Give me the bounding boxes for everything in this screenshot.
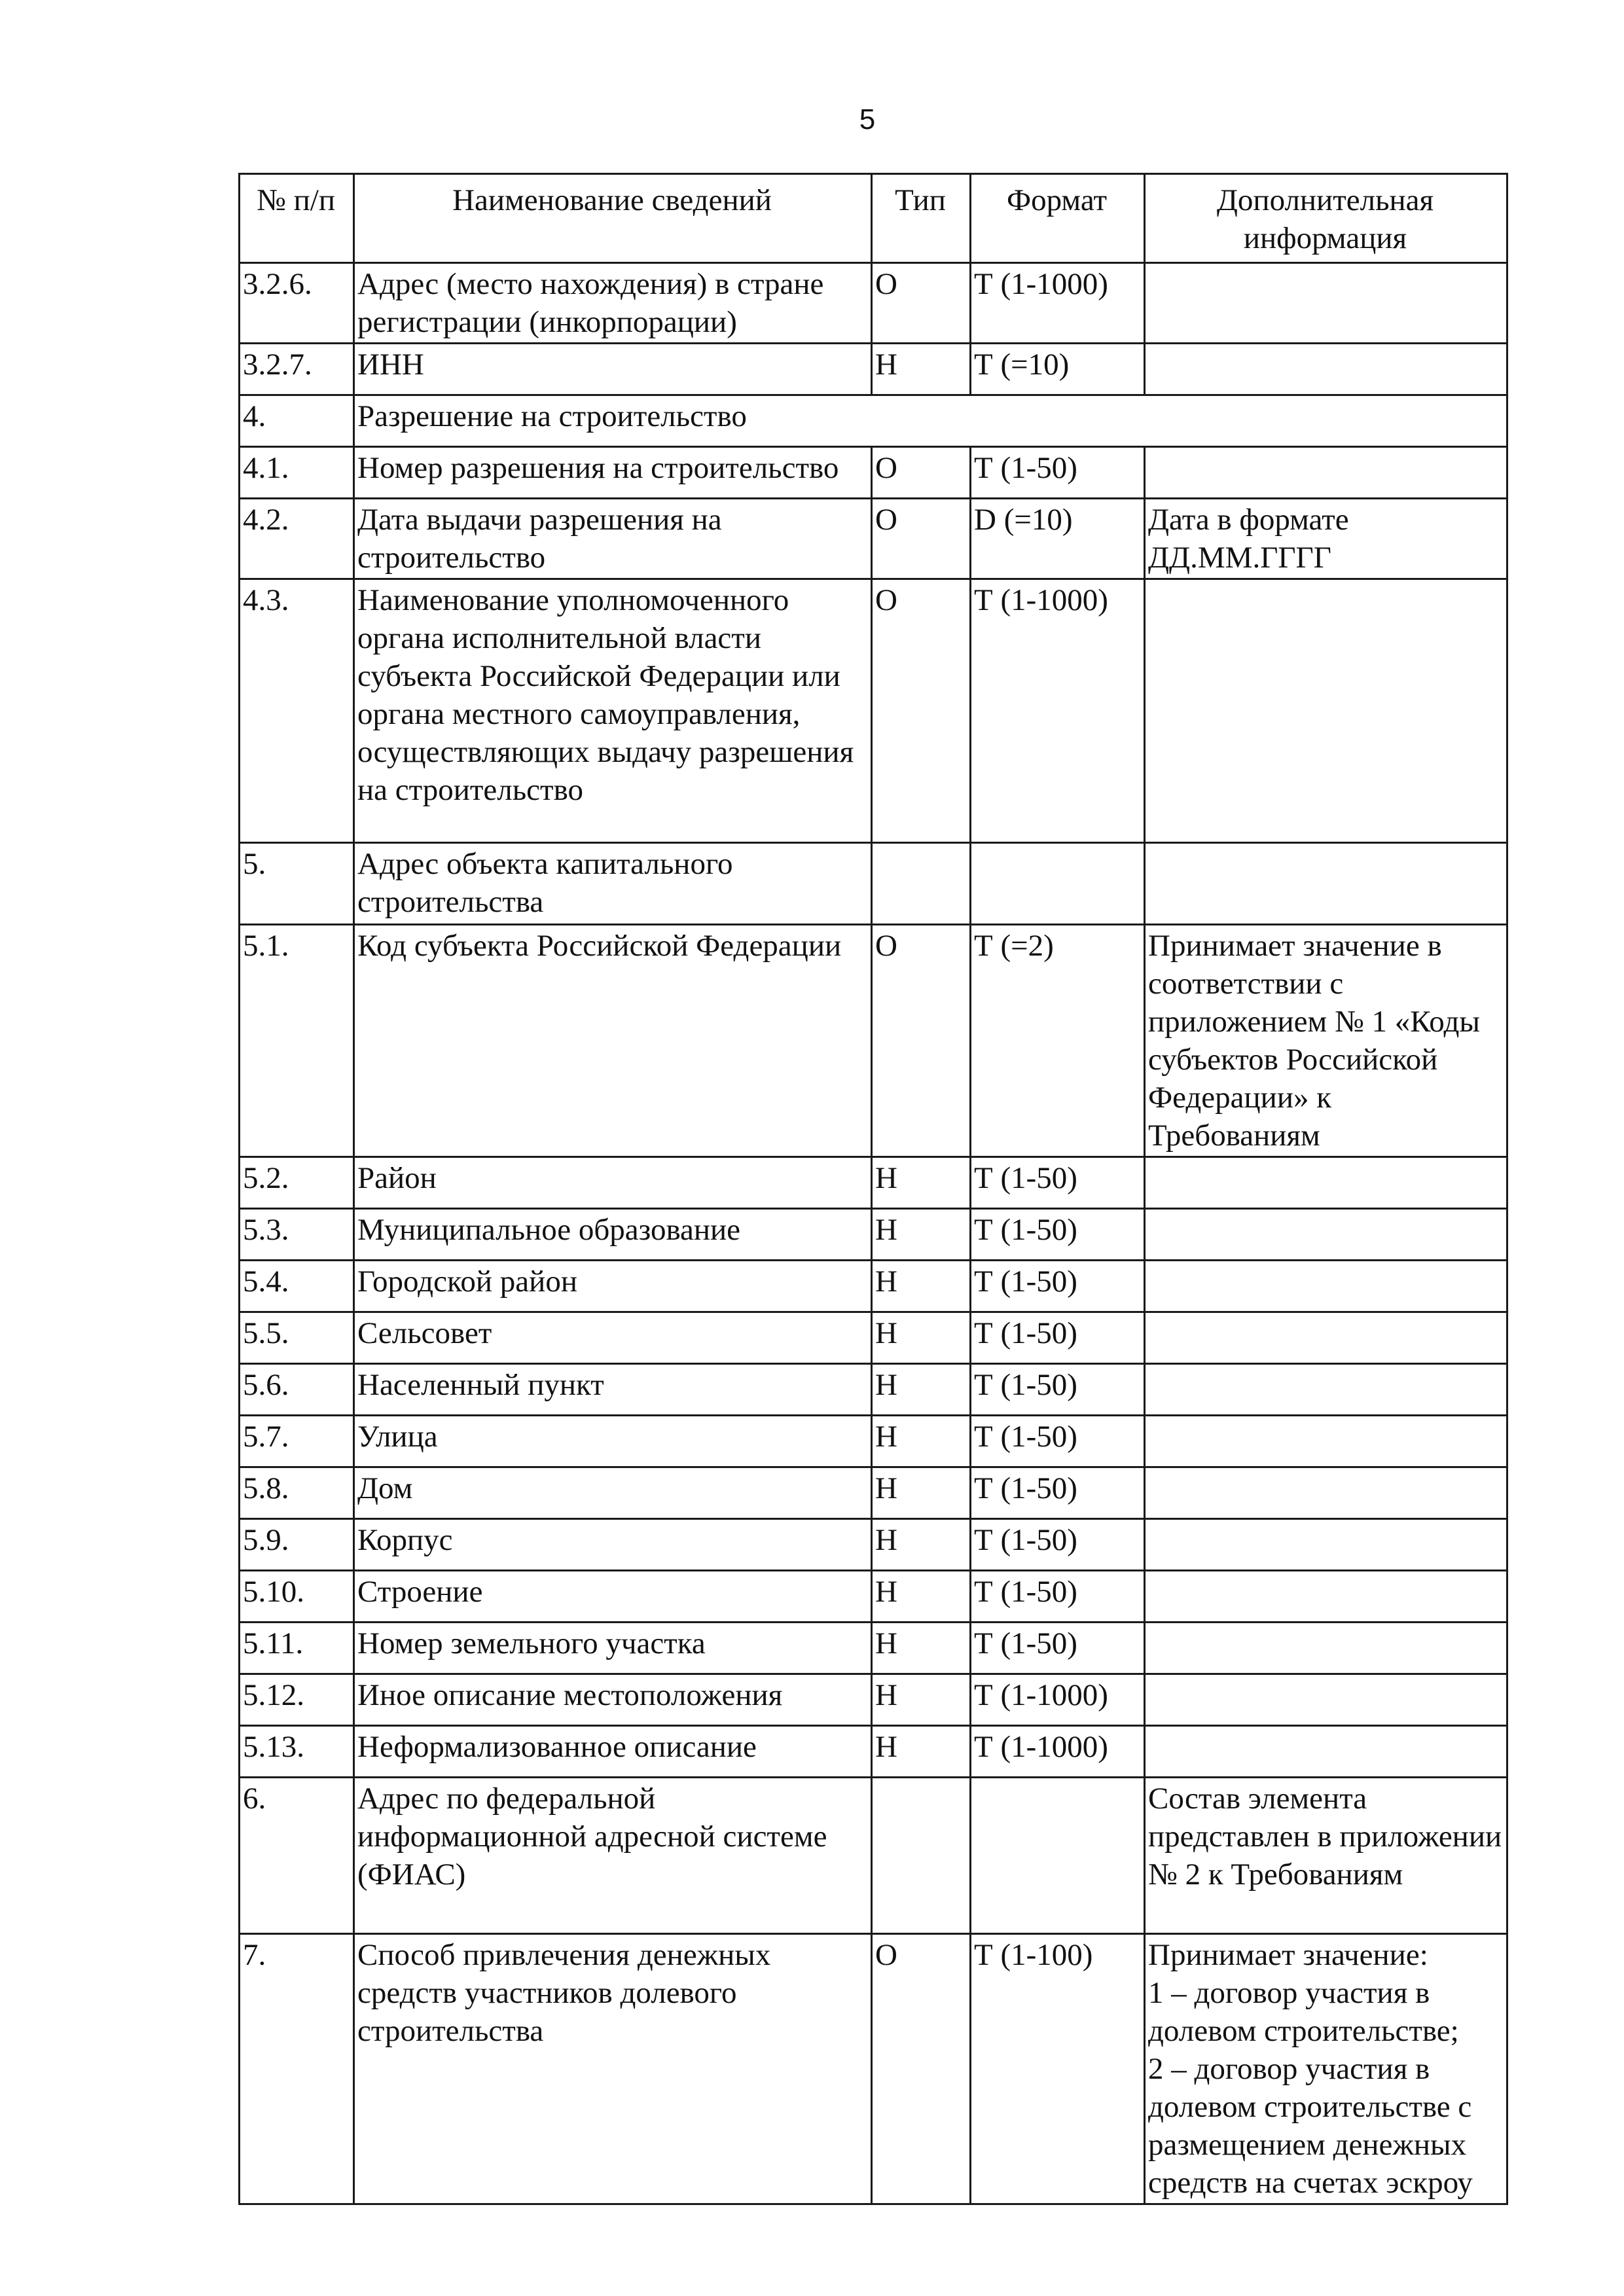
cell-info (1145, 1623, 1507, 1674)
cell-info (1145, 843, 1507, 925)
cell-name: Сельсовет (354, 1312, 872, 1364)
cell-format: D (=10) (971, 499, 1145, 579)
table-row (240, 1312, 1507, 1364)
cell-format: Т (1-1000) (971, 1674, 1145, 1726)
table-row (240, 1416, 1507, 1467)
cell-num: 5.13. (240, 1726, 354, 1778)
header-name: Наименование сведений (354, 174, 872, 263)
table-row (240, 499, 1507, 579)
table-row (240, 1623, 1507, 1674)
table-row (240, 395, 1507, 447)
cell-type: Н (872, 344, 971, 395)
cell-format: Т (1-50) (971, 1571, 1145, 1623)
requirements-table (238, 173, 1508, 2205)
cell-num: 6. (240, 1778, 354, 1934)
cell-type: Н (872, 1467, 971, 1519)
cell-type (872, 1778, 971, 1934)
cell-section-title: Разрешение на строительство (354, 395, 1507, 447)
table-row (240, 1209, 1507, 1261)
cell-type: Н (872, 1209, 971, 1261)
table-header-row (240, 174, 1507, 263)
cell-format (971, 1778, 1145, 1934)
cell-format: Т (1-1000) (971, 579, 1145, 843)
table-row (240, 1467, 1507, 1519)
cell-name: Район (354, 1157, 872, 1209)
cell-num: 5.12. (240, 1674, 354, 1726)
cell-type: Н (872, 1571, 971, 1623)
table-row (240, 1571, 1507, 1623)
cell-name: Адрес (место нахождения) в стране регистрации (инкорпорации) (354, 263, 872, 344)
table-row (240, 1364, 1507, 1416)
cell-info: Принимает значение в соответствии с приложением № 1 «Коды субъектов Российской Федерации» к Требованиям (1145, 925, 1507, 1157)
cell-info (1145, 1726, 1507, 1778)
table-row (240, 1934, 1507, 2204)
cell-num: 5.5. (240, 1312, 354, 1364)
cell-type: О (872, 579, 971, 843)
cell-name: Улица (354, 1416, 872, 1467)
cell-info (1145, 579, 1507, 843)
cell-info (1145, 1416, 1507, 1467)
table-row (240, 843, 1507, 925)
table-row (240, 1519, 1507, 1571)
cell-name: Адрес объекта капитального строительства (354, 843, 872, 925)
cell-name: Строение (354, 1571, 872, 1623)
cell-info (1145, 1157, 1507, 1209)
page-number: 5 (859, 103, 876, 135)
table-row (240, 1157, 1507, 1209)
cell-num: 5.10. (240, 1571, 354, 1623)
cell-num: 5.8. (240, 1467, 354, 1519)
cell-info (1145, 1312, 1507, 1364)
cell-format: Т (1-50) (971, 1261, 1145, 1312)
header-num: № п/п (240, 174, 354, 263)
cell-num: 5.6. (240, 1364, 354, 1416)
cell-num: 4.2. (240, 499, 354, 579)
cell-type: О (872, 925, 971, 1157)
cell-name: Корпус (354, 1519, 872, 1571)
cell-num: 4. (240, 395, 354, 447)
cell-name: Код субъекта Российской Федерации (354, 925, 872, 1157)
cell-num: 3.2.6. (240, 263, 354, 344)
cell-num: 5.4. (240, 1261, 354, 1312)
cell-name: Наименование уполномоченного органа исполнительной власти субъекта Российской Федерации или органа местного самоуправления, осуществляющих выдачу разрешения на строительство (354, 579, 872, 843)
cell-name: Способ привлечения денежных средств участников долевого строительства (354, 1934, 872, 2204)
cell-num: 4.1. (240, 447, 354, 499)
cell-name: Иное описание местоположения (354, 1674, 872, 1726)
cell-type: Н (872, 1726, 971, 1778)
cell-name: Дом (354, 1467, 872, 1519)
cell-format: Т (1-50) (971, 1209, 1145, 1261)
cell-info: Принимает значение: 1 – договор участия в долевом строительстве; 2 – договор участия в долевом строительстве с размещением денежных средств на счетах эскроу (1145, 1934, 1507, 2204)
table-row (240, 1778, 1507, 1934)
cell-info: Дата в формате ДД.ММ.ГГГГ (1145, 499, 1507, 579)
cell-type: Н (872, 1157, 971, 1209)
cell-type (872, 843, 971, 925)
table-row (240, 1674, 1507, 1726)
cell-num: 5.9. (240, 1519, 354, 1571)
header-type: Тип (872, 174, 971, 263)
table-row (240, 579, 1507, 843)
cell-info (1145, 1674, 1507, 1726)
cell-format: Т (1-100) (971, 1934, 1145, 2204)
cell-num: 5.7. (240, 1416, 354, 1467)
cell-format: Т (1-50) (971, 1312, 1145, 1364)
cell-format: Т (1-50) (971, 1416, 1145, 1467)
cell-type: Н (872, 1312, 971, 1364)
cell-name: Городской район (354, 1261, 872, 1312)
cell-name: Номер земельного участка (354, 1623, 872, 1674)
cell-type: О (872, 1934, 971, 2204)
cell-format: Т (1-50) (971, 1364, 1145, 1416)
cell-type: Н (872, 1674, 971, 1726)
cell-type: О (872, 499, 971, 579)
cell-num: 5.1. (240, 925, 354, 1157)
cell-info (1145, 1364, 1507, 1416)
cell-info (1145, 1209, 1507, 1261)
cell-format: Т (1-50) (971, 1467, 1145, 1519)
cell-num: 5. (240, 843, 354, 925)
cell-format: Т (1-50) (971, 1157, 1145, 1209)
table-row (240, 263, 1507, 344)
cell-num: 7. (240, 1934, 354, 2204)
table-row (240, 1726, 1507, 1778)
cell-info (1145, 1467, 1507, 1519)
cell-type: Н (872, 1416, 971, 1467)
cell-info (1145, 1519, 1507, 1571)
cell-format: Т (=10) (971, 344, 1145, 395)
cell-format: Т (1-50) (971, 1519, 1145, 1571)
header-info: Дополнительная информация (1145, 174, 1507, 263)
cell-num: 5.3. (240, 1209, 354, 1261)
table-body (240, 263, 1507, 2204)
cell-type: Н (872, 1519, 971, 1571)
cell-type: Н (872, 1623, 971, 1674)
cell-format (971, 843, 1145, 925)
cell-name: Населенный пункт (354, 1364, 872, 1416)
table-row (240, 447, 1507, 499)
cell-num: 4.3. (240, 579, 354, 843)
cell-info (1145, 263, 1507, 344)
cell-info (1145, 447, 1507, 499)
cell-format: Т (1-1000) (971, 263, 1145, 344)
table-row (240, 925, 1507, 1157)
cell-name: Муниципальное образование (354, 1209, 872, 1261)
cell-info: Состав элемента представлен в приложении № 2 к Требованиям (1145, 1778, 1507, 1934)
cell-format: Т (1-1000) (971, 1726, 1145, 1778)
cell-format: Т (1-50) (971, 1623, 1145, 1674)
cell-name: Адрес по федеральной информационной адресной системе (ФИАС) (354, 1778, 872, 1934)
cell-info (1145, 1261, 1507, 1312)
table-row (240, 344, 1507, 395)
cell-type: Н (872, 1364, 971, 1416)
cell-info (1145, 1571, 1507, 1623)
cell-type: О (872, 263, 971, 344)
cell-name: ИНН (354, 344, 872, 395)
cell-num: 5.11. (240, 1623, 354, 1674)
cell-type: Н (872, 1261, 971, 1312)
cell-format: Т (1-50) (971, 447, 1145, 499)
cell-name: Дата выдачи разрешения на строительство (354, 499, 872, 579)
cell-info (1145, 344, 1507, 395)
cell-format: Т (=2) (971, 925, 1145, 1157)
cell-type: О (872, 447, 971, 499)
cell-num: 5.2. (240, 1157, 354, 1209)
cell-name: Номер разрешения на строительство (354, 447, 872, 499)
header-format: Формат (971, 174, 1145, 263)
cell-name: Неформализованное описание (354, 1726, 872, 1778)
table-row (240, 1261, 1507, 1312)
cell-num: 3.2.7. (240, 344, 354, 395)
